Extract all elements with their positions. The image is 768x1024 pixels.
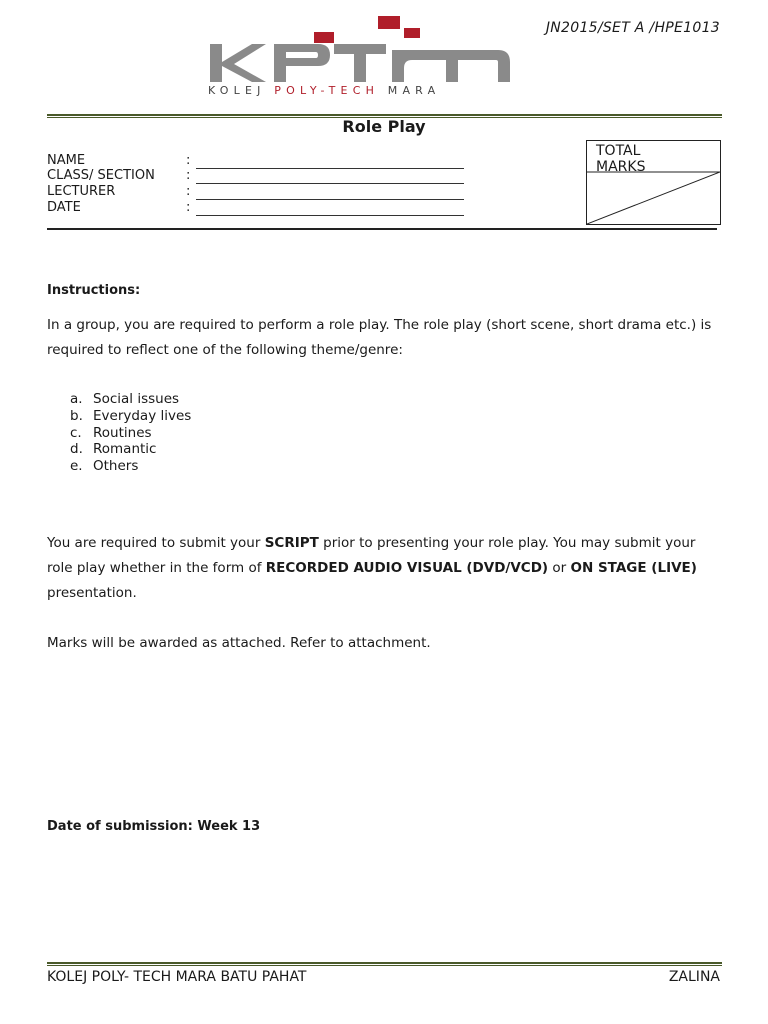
total-marks-label: TOTAL MARKS	[596, 143, 646, 175]
instructions-paragraph: In a group, you are required to perform a role play. The role play (short scene, short drama etc.) is required to reflect one of the following theme/genre:	[47, 317, 712, 358]
list-item: e. Others	[70, 458, 139, 475]
footer-author: ZALINA	[668, 969, 720, 985]
date-field[interactable]	[196, 202, 464, 216]
list-item: a. Social issues	[70, 391, 180, 407]
field-label-name: NAME	[47, 153, 86, 168]
field-colon: :	[186, 153, 191, 168]
list-item: b. Everyday lives	[70, 407, 192, 424]
list-item: c. Routines	[70, 424, 152, 441]
field-label-class-section: CLASS/ SECTION	[47, 168, 155, 183]
name-field[interactable]	[196, 155, 464, 169]
footer-institution: KOLEJ POLY- TECH MARA BATU PAHAT	[47, 969, 307, 985]
submission-date: Date of submission: Week 13	[47, 819, 261, 834]
header-divider	[47, 228, 717, 230]
marks-note: Marks will be awarded as attached. Refer to attachment.	[47, 635, 431, 651]
class-section-field[interactable]	[196, 170, 464, 184]
field-colon: :	[186, 184, 191, 199]
total-marks-box[interactable]	[586, 140, 721, 225]
field-colon: :	[186, 168, 191, 183]
field-label-date: DATE	[47, 200, 81, 215]
document-code: JN2015/SET A /HPE1013	[545, 20, 720, 36]
lecturer-field[interactable]	[196, 186, 464, 200]
page-title: Role Play	[342, 117, 426, 136]
logo-subtitle: KOLEJ POLY-TECH MARA	[208, 84, 441, 97]
submission-paragraph: You are required to submit your SCRIPT prior to presenting your role play. You may submit your role play whether in the form of RECORDED AUDIO VISUAL (DVD/VCD) or ON STAGE (LIVE) presentation.	[47, 535, 697, 601]
instructions-heading: Instructions:	[47, 283, 141, 298]
theme-list	[70, 391, 191, 475]
footer-rule	[47, 962, 722, 967]
field-label-lecturer: LECTURER	[47, 184, 116, 199]
list-item: d. Romantic	[70, 441, 157, 458]
field-colon: :	[186, 200, 191, 215]
